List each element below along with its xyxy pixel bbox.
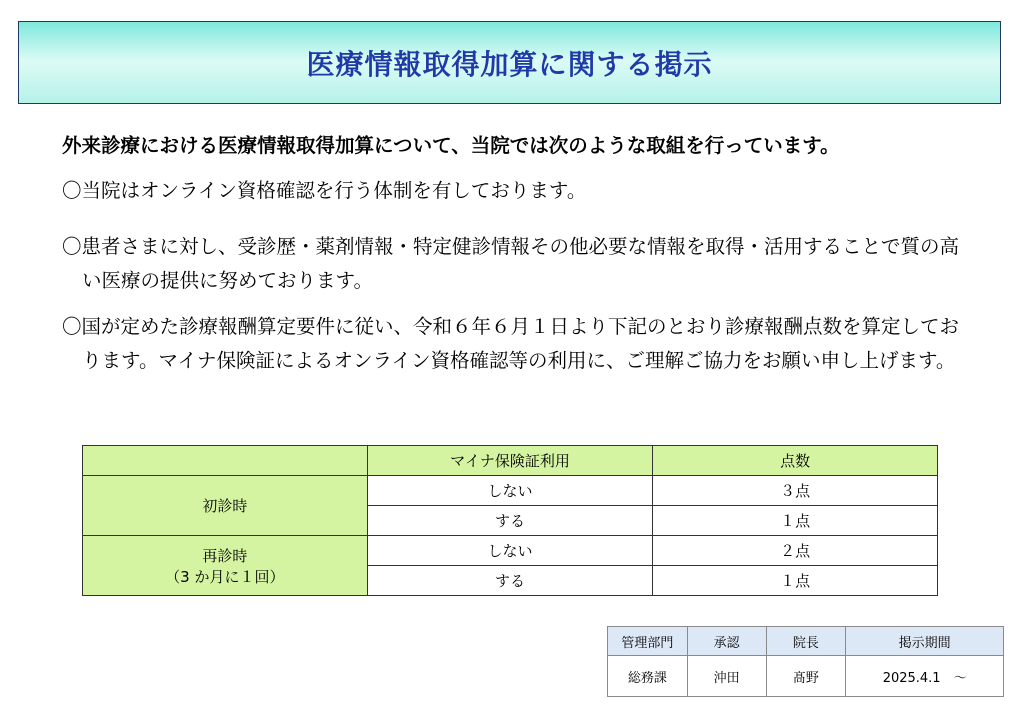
header-usage: マイナ保険証利用 bbox=[367, 446, 653, 476]
usage-cell: する bbox=[367, 506, 653, 536]
admin-header-period: 掲示期間 bbox=[846, 627, 1004, 656]
admin-value-director: 髙野 bbox=[766, 656, 846, 697]
intro-text: 外来診療における医療情報取得加算について、当院では次のような取組を行っています。 bbox=[62, 134, 840, 157]
admin-value-approval: 沖田 bbox=[687, 656, 766, 697]
header-points: 点数 bbox=[653, 446, 938, 476]
usage-cell: しない bbox=[367, 536, 653, 566]
points-cell: ３点 bbox=[653, 476, 938, 506]
usage-cell: する bbox=[367, 566, 653, 596]
points-cell: ２点 bbox=[653, 536, 938, 566]
admin-value-period: 2025.4.1 ～ bbox=[846, 656, 1004, 697]
points-table-header bbox=[83, 446, 938, 476]
bullet-information-use: 〇患者さまに対し、受診歴・薬剤情報・特定健診情報その他必要な情報を取得・活用することで質の高い医療の提供に努めております。 bbox=[62, 235, 960, 292]
points-cell: １点 bbox=[653, 506, 938, 536]
admin-header-director: 院長 bbox=[766, 627, 846, 656]
bullet-online-verification: 〇当院はオンライン資格確認を行う体制を有しております。 bbox=[62, 179, 587, 202]
table-row bbox=[83, 536, 938, 566]
admin-header-approval: 承認 bbox=[687, 627, 766, 656]
admin-value-department: 総務課 bbox=[608, 656, 688, 697]
usage-cell: しない bbox=[367, 476, 653, 506]
group-label-revisit bbox=[83, 536, 368, 596]
table-row bbox=[83, 476, 938, 506]
group-label-line: 再診時 bbox=[202, 546, 248, 565]
admin-table bbox=[607, 626, 1004, 697]
points-table bbox=[82, 445, 938, 596]
group-label-first-visit bbox=[83, 476, 368, 536]
group-label-line: （3 か月に１回） bbox=[165, 567, 285, 586]
title-banner bbox=[18, 21, 1001, 104]
page-title: 医療情報取得加算に関する掲示 bbox=[306, 47, 713, 81]
points-cell: １点 bbox=[653, 566, 938, 596]
admin-header-row bbox=[608, 627, 1004, 656]
bullet-fee-calculation: 〇国が定めた診療報酬算定要件に従い、令和６年６月１日より下記のとおり診療報酬点数を算定しております。マイナ保険証によるオンライン資格確認等の利用に、ご理解ご協力をお願い申し上げます。 bbox=[62, 315, 960, 372]
group-label-line: 初診時 bbox=[202, 497, 248, 515]
header-blank-cell bbox=[83, 446, 368, 476]
admin-value-row bbox=[608, 656, 1004, 697]
admin-header-department: 管理部門 bbox=[608, 627, 688, 656]
